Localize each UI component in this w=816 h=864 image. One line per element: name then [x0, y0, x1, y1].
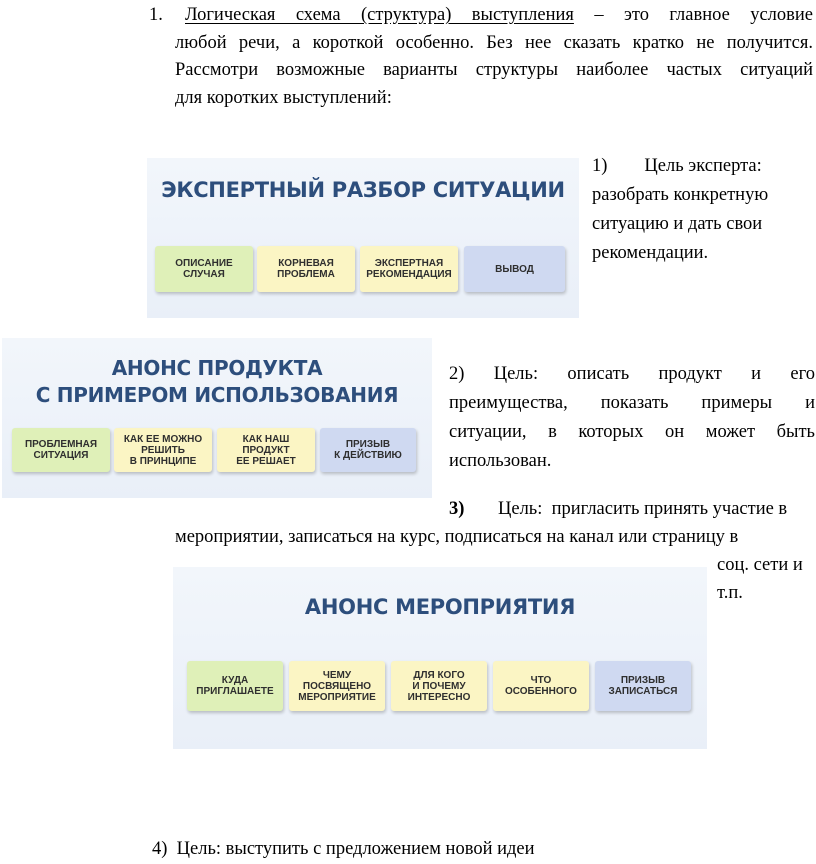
goal-3-line-4: т.п.: [717, 583, 743, 603]
step-box: КУДА ПРИГЛАШАЕТЕ: [187, 661, 283, 711]
step-box: КАК НАШ ПРОДУКТ ЕЕ РЕШАЕТ: [217, 428, 315, 472]
step-box: ЧЕМУ ПОСВЯЩЕНО МЕРОПРИЯТИЕ: [289, 661, 385, 711]
intro-line-4: для коротких выступлений:: [175, 88, 392, 108]
step-box: ПРОБЛЕМНАЯ СИТУАЦИЯ: [12, 428, 110, 472]
diagram-expert-analysis: [147, 158, 579, 318]
goal-3-line-2: мероприятии, записаться на курс, подписаться на канал или страницу в: [175, 527, 739, 547]
diagram-title-line-1: АНОНС ПРОДУКТА: [111, 356, 323, 380]
step-box: КАК ЕЕ МОЖНО РЕШИТЬ В ПРИНЦИПЕ: [114, 428, 212, 472]
step-box: ЧТО ОСОБЕННОГО: [493, 661, 589, 711]
step-box: ЭКСПЕРТНАЯ РЕКОМЕНДАЦИЯ: [360, 246, 458, 292]
step-box: ПРИЗЫВ ЗАПИСАТЬСЯ: [595, 661, 691, 711]
goal-4-text: 4) Цель: выступить с предложением новой идеи: [152, 839, 535, 859]
intro-paragraph: [0, 0, 816, 110]
goal-3-number: 3): [449, 499, 465, 519]
goal-3-line-1: [449, 496, 464, 524]
diagram-title: АНОНС МЕРОПРИЯТИЯ: [304, 595, 576, 619]
goal-3-line-1-text: Цель: пригласить принять участие в: [498, 499, 788, 519]
goal-2-text: 2) Цель: описать продукт и его преимущества, показать примеры и ситуации, в которых он может быть использован.: [449, 364, 815, 471]
intro-heading-underlined: Логическая схема (структура) выступления: [185, 5, 574, 25]
diagram-event-announcement: [173, 567, 707, 749]
intro-number: 1.: [149, 5, 163, 25]
goal-1-text: 1) Цель эксперта: разобрать конкретную ситуацию и дать свои рекомендации.: [592, 156, 769, 263]
diagram-product-announcement: [2, 338, 432, 498]
intro-line-1: Логическая схема (структура) выступления – это главное условие: [185, 5, 813, 25]
diagram-title: ЭКСПЕРТНЫЙ РАЗБОР СИТУАЦИИ: [161, 178, 565, 202]
diagram-title-line-2: С ПРИМЕРОМ ИСПОЛЬЗОВАНИЯ: [35, 383, 399, 407]
step-box: ПРИЗЫВ К ДЕЙСТВИЮ: [320, 428, 416, 472]
step-box: ВЫВОД: [464, 246, 565, 292]
intro-line-3: Рассмотри возможные варианты структуры наиболее частых ситуаций: [175, 60, 813, 80]
intro-line-2: любой речи, а короткой особенно. Без нее сказать кратко не получится.: [175, 33, 813, 53]
goal-3-line-3: соц. сети и: [717, 555, 803, 575]
step-box: КОРНЕВАЯ ПРОБЛЕМА: [257, 246, 355, 292]
step-box: ДЛЯ КОГО И ПОЧЕМУ ИНТЕРЕСНО: [391, 661, 487, 711]
step-box: ОПИСАНИЕ СЛУЧАЯ: [155, 246, 253, 292]
